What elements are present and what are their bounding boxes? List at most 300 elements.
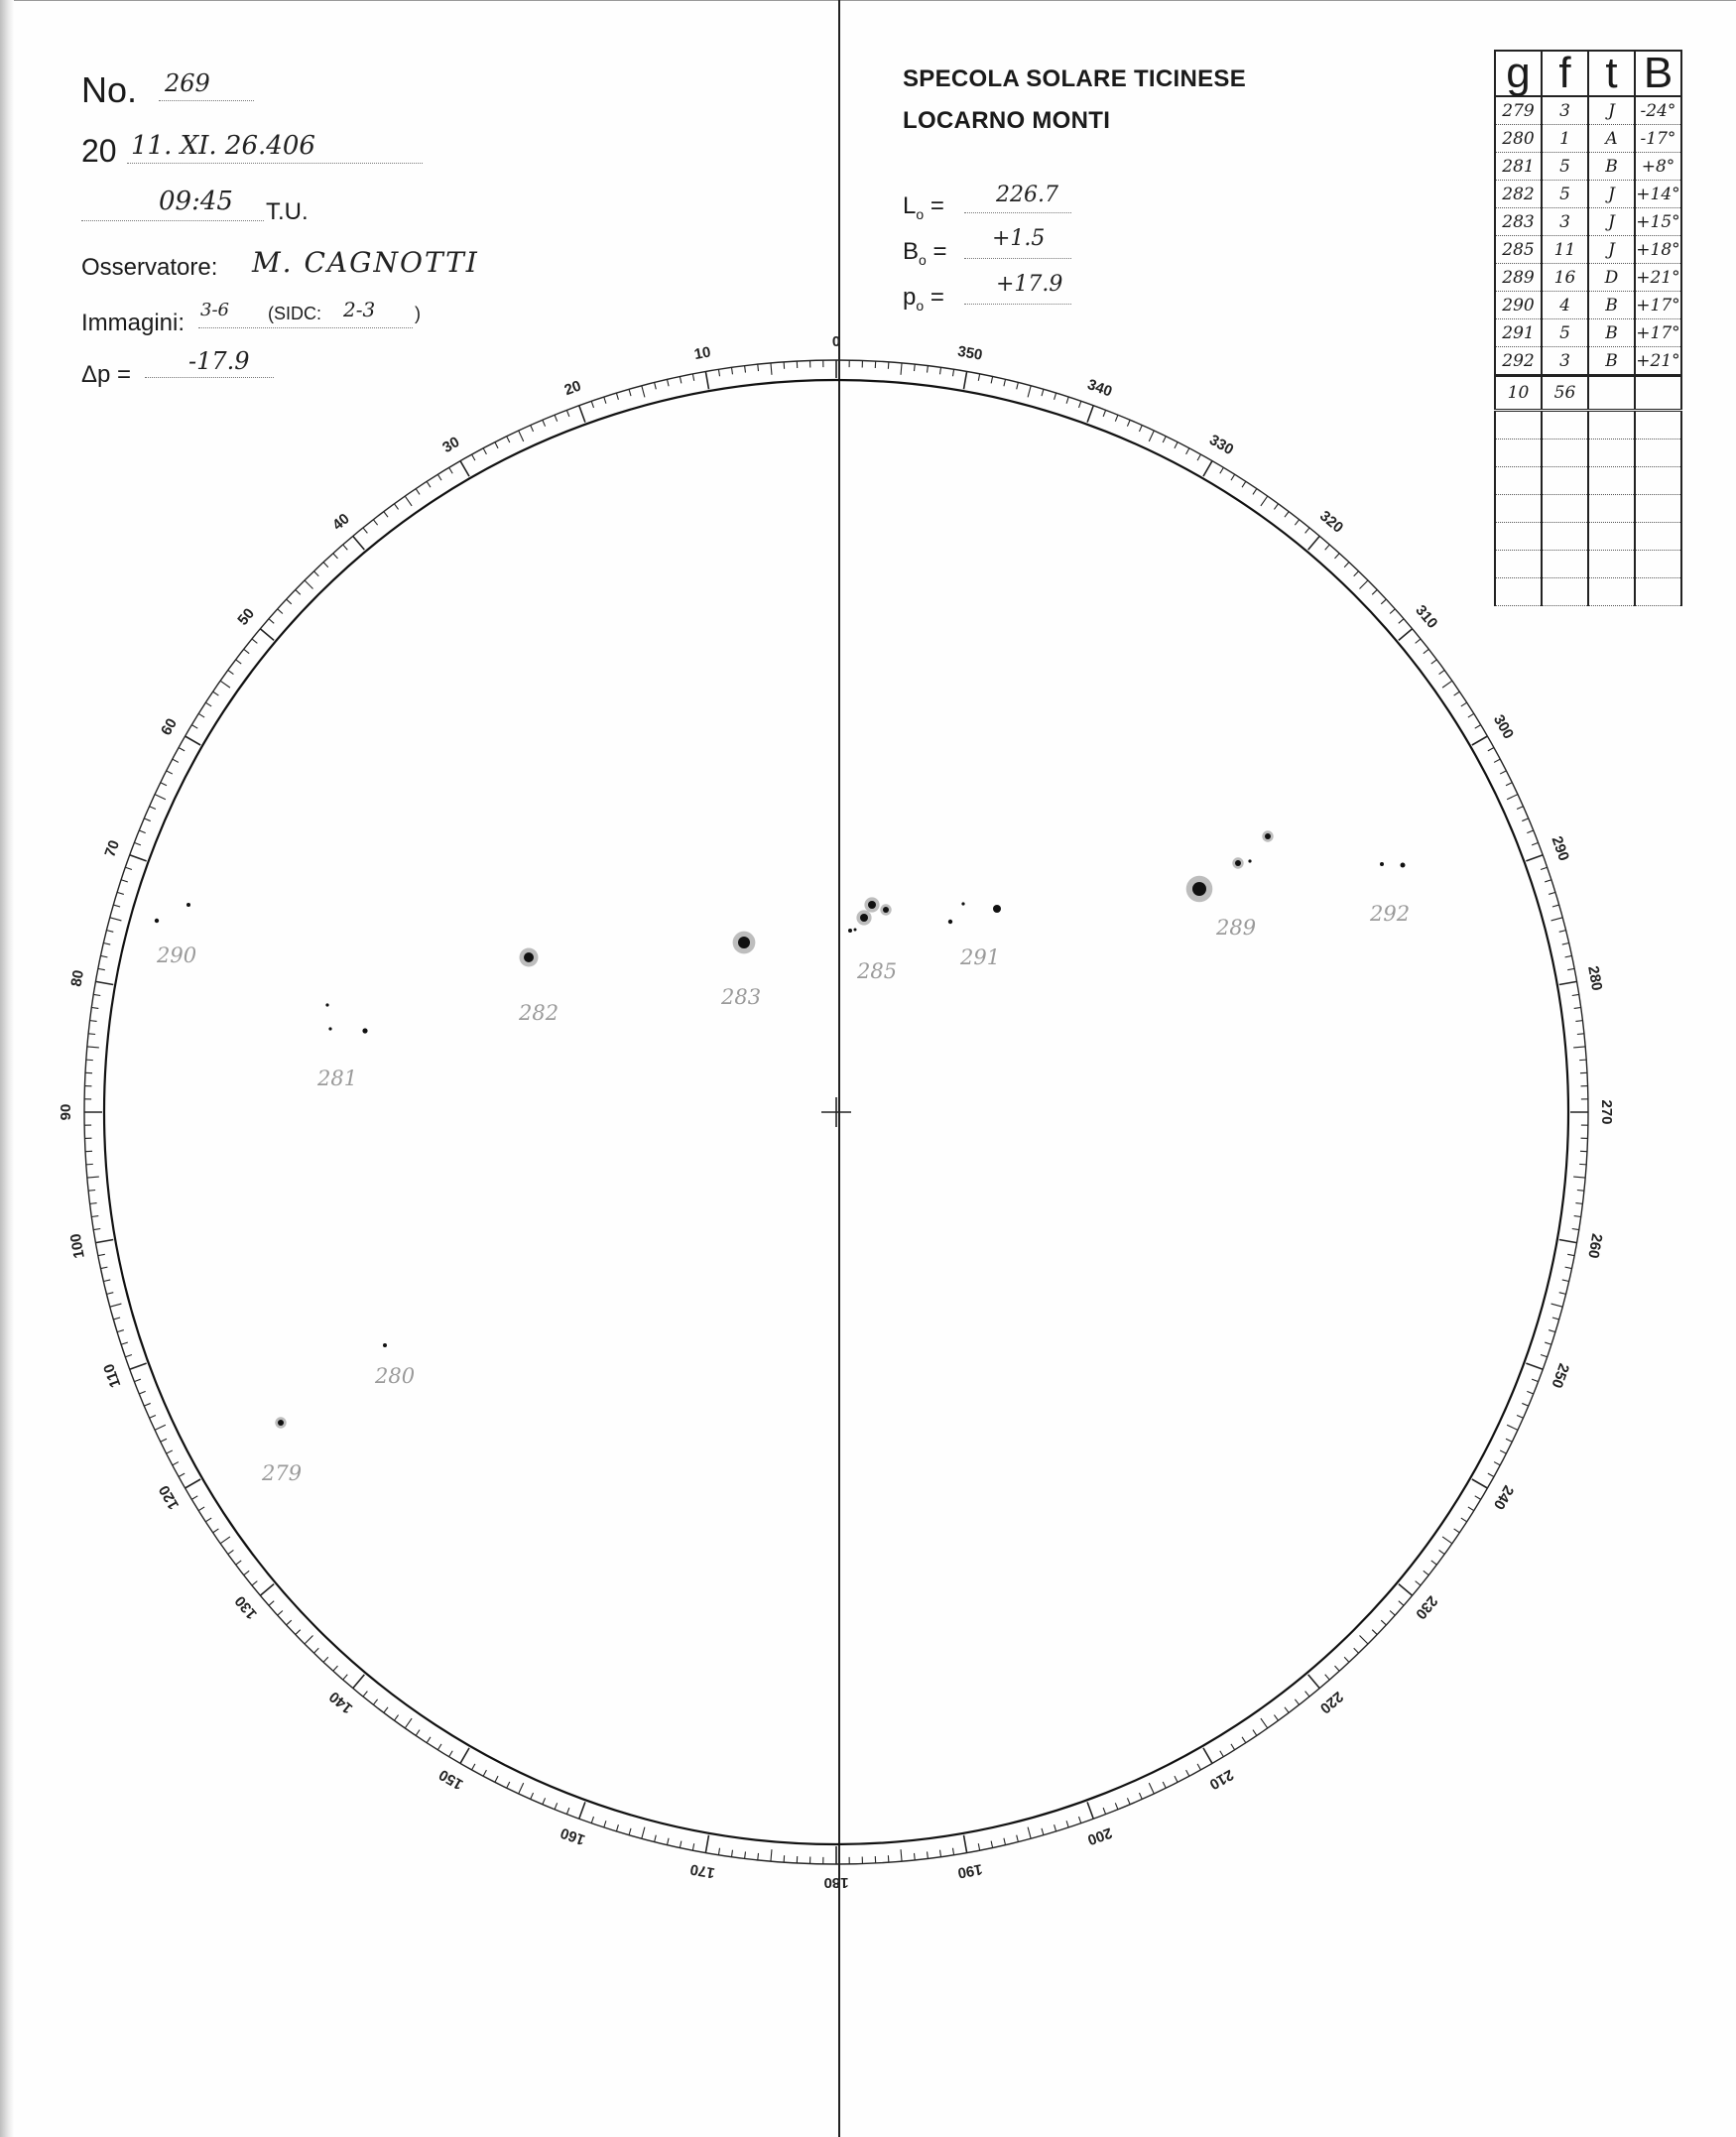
scale-tick [915,1853,916,1860]
sunspot-umbra [155,919,159,923]
scale-tick [117,1330,124,1332]
scale-tick [384,1707,388,1713]
date-value: 11. XI. 26.406 [131,131,315,161]
scale-tick [1344,1657,1349,1662]
scale-tick [1559,1293,1566,1295]
scale-tick [1431,1561,1437,1565]
institution-line2: LOCARNO MONTI [903,107,1111,134]
scale-tick [1360,580,1368,588]
scale-tick [1372,589,1377,594]
table-cell-f: 11 [1542,236,1588,264]
table-cell-g: 280 [1495,125,1542,153]
scale-tick [1549,892,1555,894]
scale-tick [110,918,122,921]
scale-label: 180 [823,1874,849,1892]
group-label-285: 285 [857,959,898,983]
scale-label: 30 [439,433,463,457]
scale-tick [963,1835,966,1853]
scale-label: 190 [956,1860,984,1882]
scale-tick [252,1581,257,1585]
no-value: 269 [165,69,210,97]
table-cell-g: 285 [1495,236,1542,264]
scale-tick [103,943,110,944]
table-cell-B: +17° [1635,292,1681,319]
scale-tick [1522,1403,1528,1406]
sidc-value: 2-3 [343,298,376,321]
scale-tick [1472,1479,1488,1488]
scale-tick [1335,1666,1340,1671]
scale-tick [963,372,966,390]
sunspot-umbra [328,1027,331,1030]
scale-tick [1087,1802,1093,1819]
scale-tick [566,410,569,417]
table-cell-t: J [1588,96,1635,125]
sunspot-umbra [524,952,534,962]
scale-tick [692,374,693,381]
L0-letter: L [903,192,917,219]
scale-tick [1253,489,1257,495]
scale-tick [1573,1177,1585,1178]
scale-tick [1335,554,1340,559]
scale-tick [427,1737,431,1743]
scale-tick [90,1021,97,1022]
table-cell-g: 292 [1495,347,1542,376]
scale-tick [1454,1529,1460,1533]
scale-tick [1494,759,1500,762]
scale-tick [1517,1415,1523,1418]
scale-tick [1517,807,1523,810]
scale-tick [901,363,902,375]
table-total-f: 56 [1542,376,1588,411]
scale-label: 110 [100,1361,125,1390]
scale-tick [1042,389,1044,396]
scale-tick [1028,1827,1031,1839]
scale-tick [1552,905,1559,907]
scale-label: 250 [1548,1360,1572,1391]
scale-tick [555,415,558,421]
scale-tick [1532,842,1539,845]
scale-tick [507,1782,510,1788]
scale-label: 90 [57,1103,74,1121]
group-label-279: 279 [262,1461,303,1485]
scale-tick [1197,454,1200,460]
scale-label: 70 [101,837,124,860]
table-cell-t: J [1588,181,1635,208]
scale-tick [1399,1601,1404,1606]
scale-tick [1261,496,1268,506]
scale-tick [507,437,510,442]
scale-label: 280 [1584,964,1606,992]
scale-tick [1175,442,1178,448]
scale-tick [771,363,772,375]
table-cell-t: B [1588,292,1635,319]
scale-tick [629,389,631,396]
scale-tick [1149,1783,1154,1794]
scale-tick [363,528,367,533]
group-labels [156,902,1410,1485]
table-cell-B: +21° [1635,264,1681,292]
scale-tick [1424,1571,1429,1574]
scale-tick [1017,1835,1019,1842]
scale-tick [1115,1803,1118,1809]
images-value: 3-6 [200,300,229,320]
p0-letter: p [903,284,917,311]
scale-tick [1399,629,1413,641]
scale-tick [1565,955,1572,956]
table-cell-B: -24° [1635,96,1681,125]
scale-tick [566,1808,569,1815]
scale-tick [305,1636,312,1644]
scale-tick [1274,504,1278,510]
scale-tick [1431,660,1437,664]
scale-tick [1242,481,1246,487]
scale-tick [1532,1379,1539,1382]
scale-label: 340 [1084,376,1115,401]
scale-tick [437,1744,441,1750]
scale-tick [591,401,593,408]
scale-tick [1573,1047,1585,1048]
scale-tick [1308,536,1320,550]
scale-tick [616,1824,618,1831]
scale-tick [1527,830,1533,833]
table-cell-f: 4 [1542,292,1588,319]
scale-tick [1231,1744,1235,1750]
scale-tick [1308,1675,1320,1689]
scale-tick [1285,512,1289,518]
scale-tick [1186,448,1189,454]
scale-tick [1506,783,1512,786]
scale-tick [1149,431,1154,441]
scale-tick [1577,1034,1584,1035]
scale-tick [1399,619,1404,624]
scale-tick [1274,1715,1278,1721]
scale-tick [1066,1821,1068,1827]
scale-tick [269,1601,274,1606]
scale-tick [1551,1304,1563,1307]
scale-tick [928,366,929,373]
B0-equals: = [932,238,947,265]
scale-tick [213,691,219,695]
scale-label: 210 [1206,1765,1237,1794]
scale-tick [117,892,124,894]
scale-tick [1079,401,1081,408]
scale-tick [1567,968,1574,969]
table-cell-t: B [1588,347,1635,376]
scale-tick [144,1403,150,1406]
scale-tick [531,1793,534,1799]
header-t: t [1588,51,1635,96]
scale-tick [1552,1318,1559,1320]
scale-tick [113,905,120,907]
sunspot-umbra [854,929,857,932]
sunspot-umbra [1235,860,1241,866]
scale-tick [519,431,524,441]
p0-value: +17.9 [996,272,1063,297]
scale-label: 330 [1206,431,1237,459]
L0-sub: o [916,205,925,222]
scale-tick [179,748,185,751]
scale-tick [604,397,606,404]
table-cell-g: 281 [1495,153,1542,181]
table-cell-g: 289 [1495,264,1542,292]
scale-tick [125,867,132,869]
scale-tick [96,981,114,984]
scale-tick [91,1008,98,1009]
scale-tick [1416,1581,1421,1585]
scale-label: 220 [1316,1688,1347,1717]
scale-tick [1253,1730,1257,1736]
scale-tick [343,1675,348,1680]
sunspot-umbra [383,1343,387,1347]
scale-tick [1305,1692,1309,1697]
B0-letter: B [903,238,920,265]
group-label-281: 281 [317,1067,358,1090]
scale-tick [161,1439,167,1442]
scale-tick [333,554,338,559]
scale-tick [1454,691,1460,695]
scale-tick [236,1561,242,1565]
scale-tick [323,1657,328,1662]
scale-tick [1305,528,1309,533]
scale-tick [543,1798,546,1804]
scale-tick [1575,1203,1582,1204]
scale-label: 320 [1316,507,1347,537]
scale-label: 200 [1084,1823,1115,1848]
scale-tick [1507,1425,1518,1430]
scale-tick [543,420,546,426]
scale-tick [228,1550,234,1554]
scale-tick [655,1835,657,1842]
scale-tick [1115,415,1118,421]
p0-equals: = [930,284,944,311]
sunspot-umbra [961,902,964,905]
scale-tick [460,1748,469,1764]
sunspot-umbra [186,903,190,907]
sunspot-umbra [993,905,1001,913]
sunspot-umbra [1248,859,1251,862]
scale-tick [139,830,145,833]
scale-tick [1416,639,1421,643]
scale-tick [1559,981,1577,984]
scale-tick [604,1821,606,1827]
scale-tick [1127,420,1130,426]
table-cell-f: 3 [1542,347,1588,376]
B0-sub: o [919,251,927,268]
scale-tick [1354,571,1359,576]
scale-tick [1163,1782,1166,1788]
scale-tick [901,1849,902,1861]
scale-label: 270 [1598,1099,1616,1125]
scale-tick [1562,943,1569,944]
scale-tick [531,426,534,432]
scale-tick [186,736,201,745]
scale-tick [1004,1838,1006,1845]
scale-label: 310 [1412,601,1441,632]
scale-tick [113,1318,120,1320]
group-label-291: 291 [960,945,1001,969]
scale-tick [1325,545,1330,550]
scale-tick [718,369,719,376]
dp-label: Δp = [81,361,132,388]
scale-tick [121,1342,128,1344]
scale-tick [1390,609,1395,614]
scale-tick [667,1838,669,1845]
sunspot-umbra [1380,862,1384,866]
scale-tick [98,968,105,969]
group-label-292: 292 [1370,902,1411,926]
scale-tick [191,725,197,729]
group-label-280: 280 [375,1364,416,1388]
scale-tick [1399,1584,1413,1596]
scale-tick [394,504,398,510]
scale-tick [705,372,708,390]
scale-tick [1567,1254,1574,1255]
scale-tick [186,1479,201,1488]
scale-tick [1577,1191,1584,1192]
scale-tick [107,931,114,933]
scale-tick [1381,599,1386,604]
scale-tick [1442,1537,1452,1544]
sunspot-umbra [883,907,889,913]
scale-tick [1472,736,1488,745]
table-cell-t: D [1588,264,1635,292]
scale-tick [1522,818,1528,821]
scale-tick [495,442,498,448]
scale-tick [220,681,230,688]
scale-tick [236,660,242,664]
scale-tick [1559,1239,1577,1242]
scale-tick [1442,681,1452,688]
scale-tick [758,364,759,371]
scale-tick [1344,563,1349,567]
scale-tick [107,1293,114,1295]
scale-tick [373,1699,377,1705]
scale-tick [198,713,204,717]
table-cell-B: +15° [1635,208,1681,236]
time-value: 09:45 [159,187,233,216]
scale-tick [449,1751,453,1757]
table-cell-g: 290 [1495,292,1542,319]
scale-tick [1381,1620,1386,1625]
group-label-282: 282 [519,1001,559,1025]
scale-tick [150,1415,156,1418]
table-cell-t: J [1588,208,1635,236]
scale-tick [1079,1817,1081,1823]
scale-tick [591,1817,593,1823]
scale-tick [1461,702,1467,706]
observer-value: M. CAGNOTTI [252,246,479,279]
scale-tick [732,1850,733,1857]
scale-tick [1439,1550,1445,1554]
table-cell-B: +17° [1635,319,1681,347]
sunspot-umbra [1265,833,1271,839]
scale-tick [495,1776,498,1782]
scale-tick [384,512,388,518]
scale-tick [616,393,618,400]
scale-tick [1500,771,1506,774]
scale-tick [472,1764,475,1770]
scale-tick [1354,1648,1359,1653]
scale-tick [1527,1391,1533,1394]
scale-tick [228,670,234,674]
scale-label: 40 [328,510,353,535]
scale-tick [260,1584,274,1596]
scale-tick [978,1843,979,1850]
scale-tick [555,1803,558,1809]
scale-tick [1054,393,1056,400]
scale-tick [1545,880,1551,882]
scale-tick [680,377,681,384]
scale-label: 290 [1548,833,1572,864]
table-cell-f: 5 [1542,153,1588,181]
sunspot-umbra [325,1003,328,1006]
scale-tick [173,759,179,762]
sunspot-umbra [1401,863,1406,868]
scale-label: 350 [956,342,984,364]
sidc-close: ) [415,304,421,323]
scale-tick [93,1228,100,1229]
scale-tick [472,454,475,460]
scale-tick [191,1496,197,1500]
scale-label: 160 [558,1823,588,1848]
scale-tick [1488,1473,1494,1476]
scale-tick [1054,1824,1056,1831]
scale-tick [305,580,312,588]
table-cell-g: 291 [1495,319,1542,347]
scale-tick [460,461,469,477]
scale-tick [353,536,365,550]
scale-tick [1197,1764,1200,1770]
scale-tick [93,994,100,995]
scale-tick [1103,1808,1106,1815]
scale-tick [1103,410,1106,417]
scale-tick [167,771,173,774]
scale-tick [1087,406,1093,423]
table-cell-B: +21° [1635,347,1681,376]
scale-tick [91,1216,98,1217]
header-f: f [1542,51,1588,96]
scale-tick [363,1692,367,1697]
table-cell-f: 5 [1542,181,1588,208]
scale-tick [1475,1496,1481,1500]
table-cell-t: J [1588,236,1635,264]
scale-tick [1494,1462,1500,1465]
scale-tick [1175,1776,1178,1782]
scale-tick [121,880,128,882]
scale-tick [483,1770,486,1776]
scale-tick [705,1835,708,1853]
scale-tick [394,1715,398,1721]
scale-tick [915,364,916,371]
scale-tick [1488,748,1494,751]
scale-tick [1572,1228,1579,1229]
scale-tick [1242,1737,1246,1743]
scale-tick [405,496,412,506]
scale-label: 50 [234,604,259,629]
group-label-283: 283 [721,985,762,1009]
table-cell-B: -17° [1635,125,1681,153]
scale-tick [161,783,167,786]
scale-tick [296,1630,301,1635]
scale-tick [155,1425,166,1430]
scale-label: 10 [692,343,712,364]
scale-label: 100 [66,1232,88,1260]
scale-tick [1390,1611,1395,1616]
no-label: No. [81,69,138,110]
scale-tick [313,1648,318,1653]
scale-tick [1500,1450,1506,1453]
scale-tick [98,1254,105,1255]
